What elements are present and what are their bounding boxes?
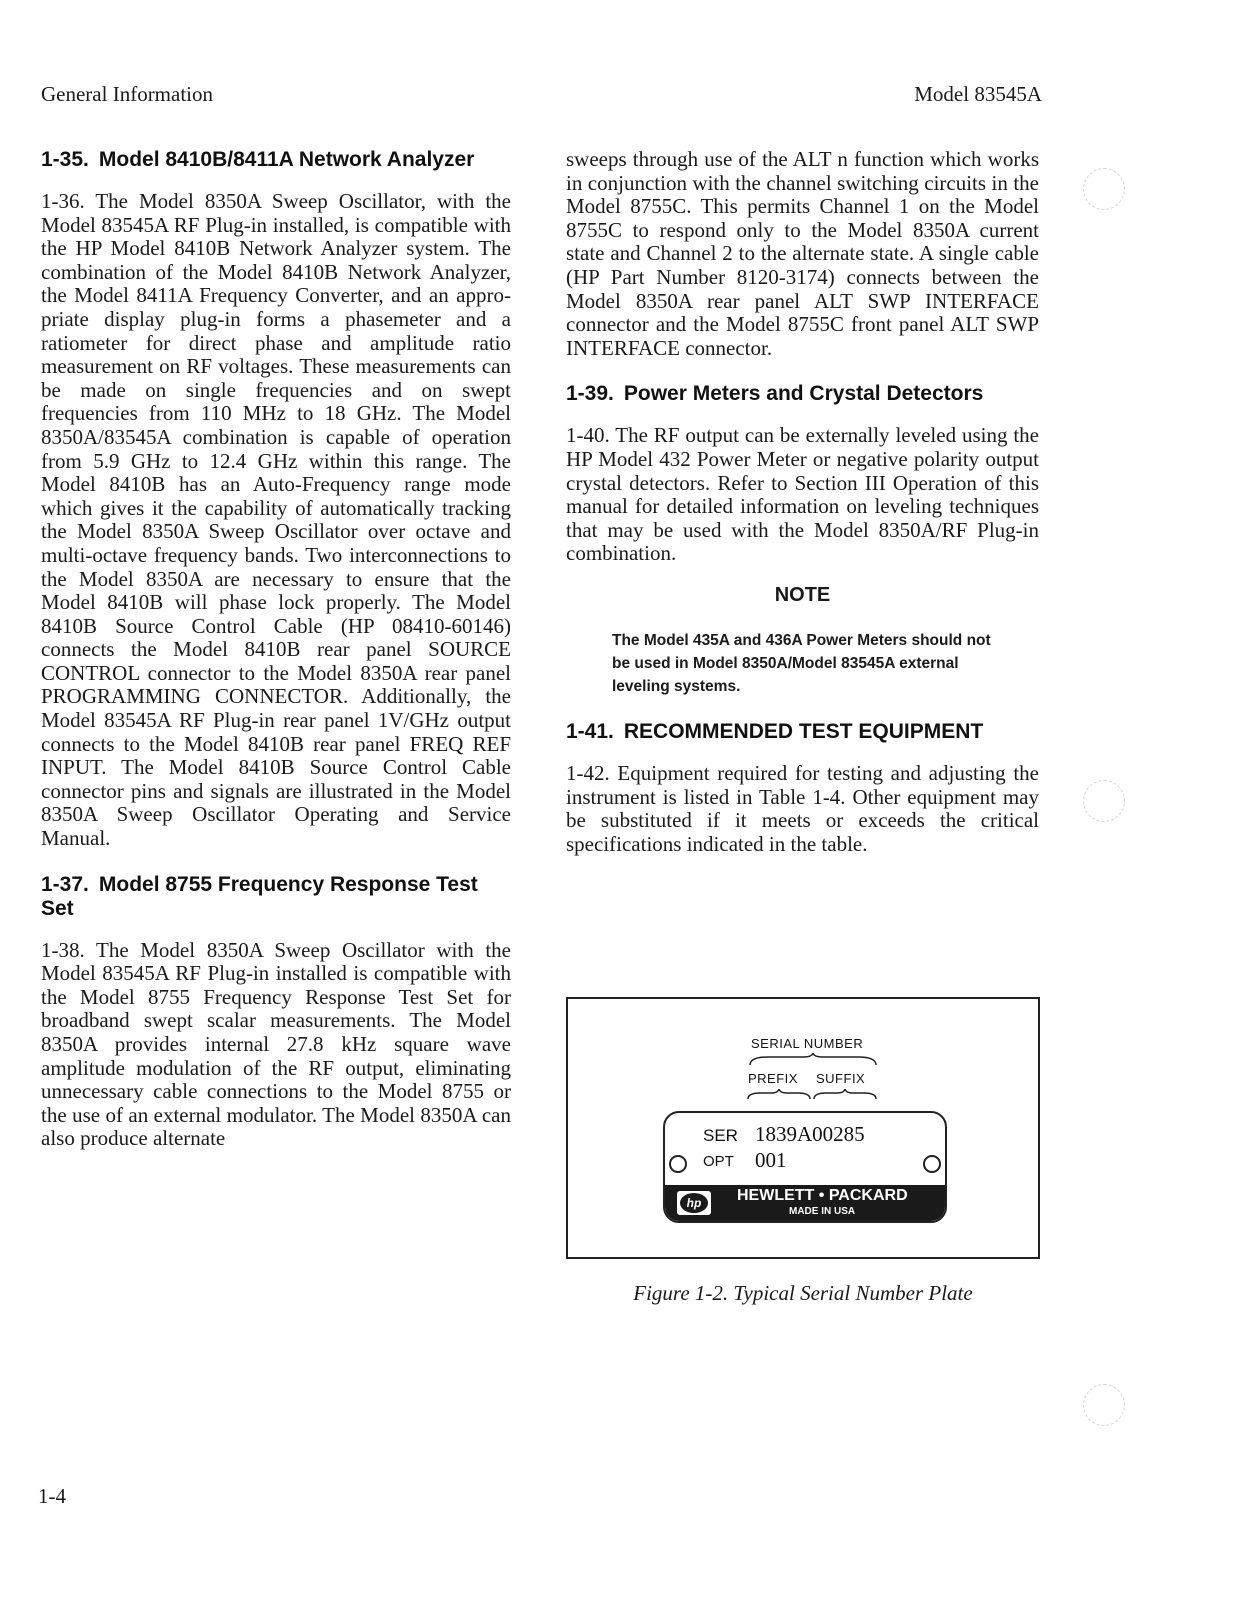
section-1-39-heading [566, 382, 1039, 406]
serial-number-label: SERIAL NUMBER [751, 1036, 864, 1051]
section-number: 1-39. [566, 382, 614, 406]
serial-number-plate-figure [566, 997, 1040, 1259]
note-title: NOTE [774, 583, 831, 606]
mounting-hole-left [669, 1155, 687, 1173]
suffix-label: SUFFIX [816, 1071, 866, 1086]
brand-bar [665, 1185, 945, 1221]
opt-value: 001 [755, 1148, 787, 1172]
section-number: 1-35. [41, 148, 89, 171]
punch-hole-mark [1083, 780, 1125, 822]
paragraph-1-40: 1-40. The RF output can be externally leveled using the HP Model 432 Power Meter or negative polarity output crystal detectors. Refer to Section III Operation of this manual for detailed information on leveling techniques that may be used with the Model 8350A/RF Plug-in combination. [566, 423, 1039, 566]
left-column [41, 148, 511, 1169]
note-text: The Model 435A and 436A Power Meters should not be used in Model 8350A/Model 83545A external leveling systems. [612, 631, 991, 695]
punch-hole-mark [1083, 1384, 1125, 1426]
mounting-hole-right [923, 1155, 941, 1173]
serial-number-brace [748, 1053, 878, 1067]
section-1-37-heading [41, 873, 511, 921]
section-1-35-heading [41, 148, 511, 172]
paragraph-1-38: 1-38. The Model 8350A Sweep Oscillator with the Model 83545A RF Plug-in installed is compatible with the Model 8755 Frequency Response Test Set for broadband swept scalar measurements. The Model 8350A provides internal 27.8 kHz square wave amplitude modulation of the RF output, eliminating unnecessary cable connections to the Model 8755 or the use of an external modulator. The Model 8350A can also produce alternate [41, 937, 511, 1151]
hp-logo-text: hp [680, 1193, 708, 1213]
section-title: Model 8410B/8411A Network Analyzer [98, 148, 475, 171]
made-in-label: MADE IN USA [789, 1206, 856, 1217]
section-number: 1-41. [566, 719, 614, 743]
paragraph-1-36: 1-36. The Model 8350A Sweep Oscillator, with the Model 83545A RF Plug-in installed, is compatible with the HP Model 8410B Network Analyzer system. The combination of the Model 8410B Network Analyzer, the Model 8411A Frequency Converter, and an appropriate display plug-in forms a phasemeter and a ratiometer for direct phase and amplitude ratio measurement on RF voltages. These measurements can be made on single frequencies and on swept frequencies from 110 MHz to 18 GHz. The Model 8350A/83545A combination is capable of operation from 5.9 GHz to 12.4 GHz within this range. The Model 8410B has an Auto-Frequency range mode which gives it the capability of automatically tracking the Model 8350A Sweep Oscillator over octave and multi-octave frequency bands. Two interconnections to the Model 8350A are necessary to ensure that the Model 8410B will phase lock properly. The Model 8410B Source Control Cable (HP 08410-60146) connects the Model 8410B rear panel SOURCE CONTROL connector to the Model 8350A rear panel PROGRAMMING CONNECTOR. Additionally, the Model 83545A RF Plug-in rear panel 1V/GHz output connects to the Model 8410B rear panel FREQ REF INPUT. The Model 8410B Source Control Cable connector pins and signals are illustrated in the Model 8350A Sweep Oscillator Operating and Service Manual. [41, 189, 511, 851]
ser-label: SER [703, 1126, 738, 1145]
brand-name: HEWLETT • PACKARD [737, 1187, 908, 1204]
section-1-41-heading [566, 720, 1039, 744]
opt-label: OPT [703, 1153, 734, 1170]
serial-plate [663, 1111, 947, 1223]
figure-caption: Figure 1-2. Typical Serial Number Plate [633, 1281, 973, 1305]
paragraph-1-42: 1-42. Equipment required for testing and adjusting the instrument is listed in Table 1-4. Other equipment may be substituted if it meets or exceeds the critical specifications indicated in the table. [566, 760, 1039, 856]
section-number: 1-37. [41, 872, 89, 896]
section-title: Power Meters and Crystal Detectors [623, 382, 984, 406]
prefix-label: PREFIX [748, 1071, 798, 1086]
running-head-right: Model 83545A [914, 82, 1042, 106]
section-title: RECOMMENDED TEST EQUIPMENT [623, 719, 984, 743]
ser-value: 1839A00285 [755, 1122, 865, 1146]
prefix-suffix-braces [746, 1089, 880, 1103]
running-head-left: General Information [41, 82, 214, 106]
punch-hole-mark [1083, 168, 1125, 210]
page-number: 1-4 [38, 1484, 66, 1508]
section-title: Model 8755 Frequency Response Test Set [41, 872, 478, 920]
hp-logo [677, 1191, 711, 1215]
right-column [566, 148, 1039, 874]
paragraph-1-38-continued: sweeps through use of the ALT n function which works in conjunction with the channel switching circuits in the Model 8755C. This permits Channel 1 on the Model 8755C to respond only to the Model 8350A current state and Channel 2 to the alternate state. A single cable (HP Part Number 8120-3174) connects between the Model 8350A rear panel ALT SWP INTERFACE connector and the Model 8755C front panel ALT SWP INTERFACE connector. [566, 147, 1039, 360]
